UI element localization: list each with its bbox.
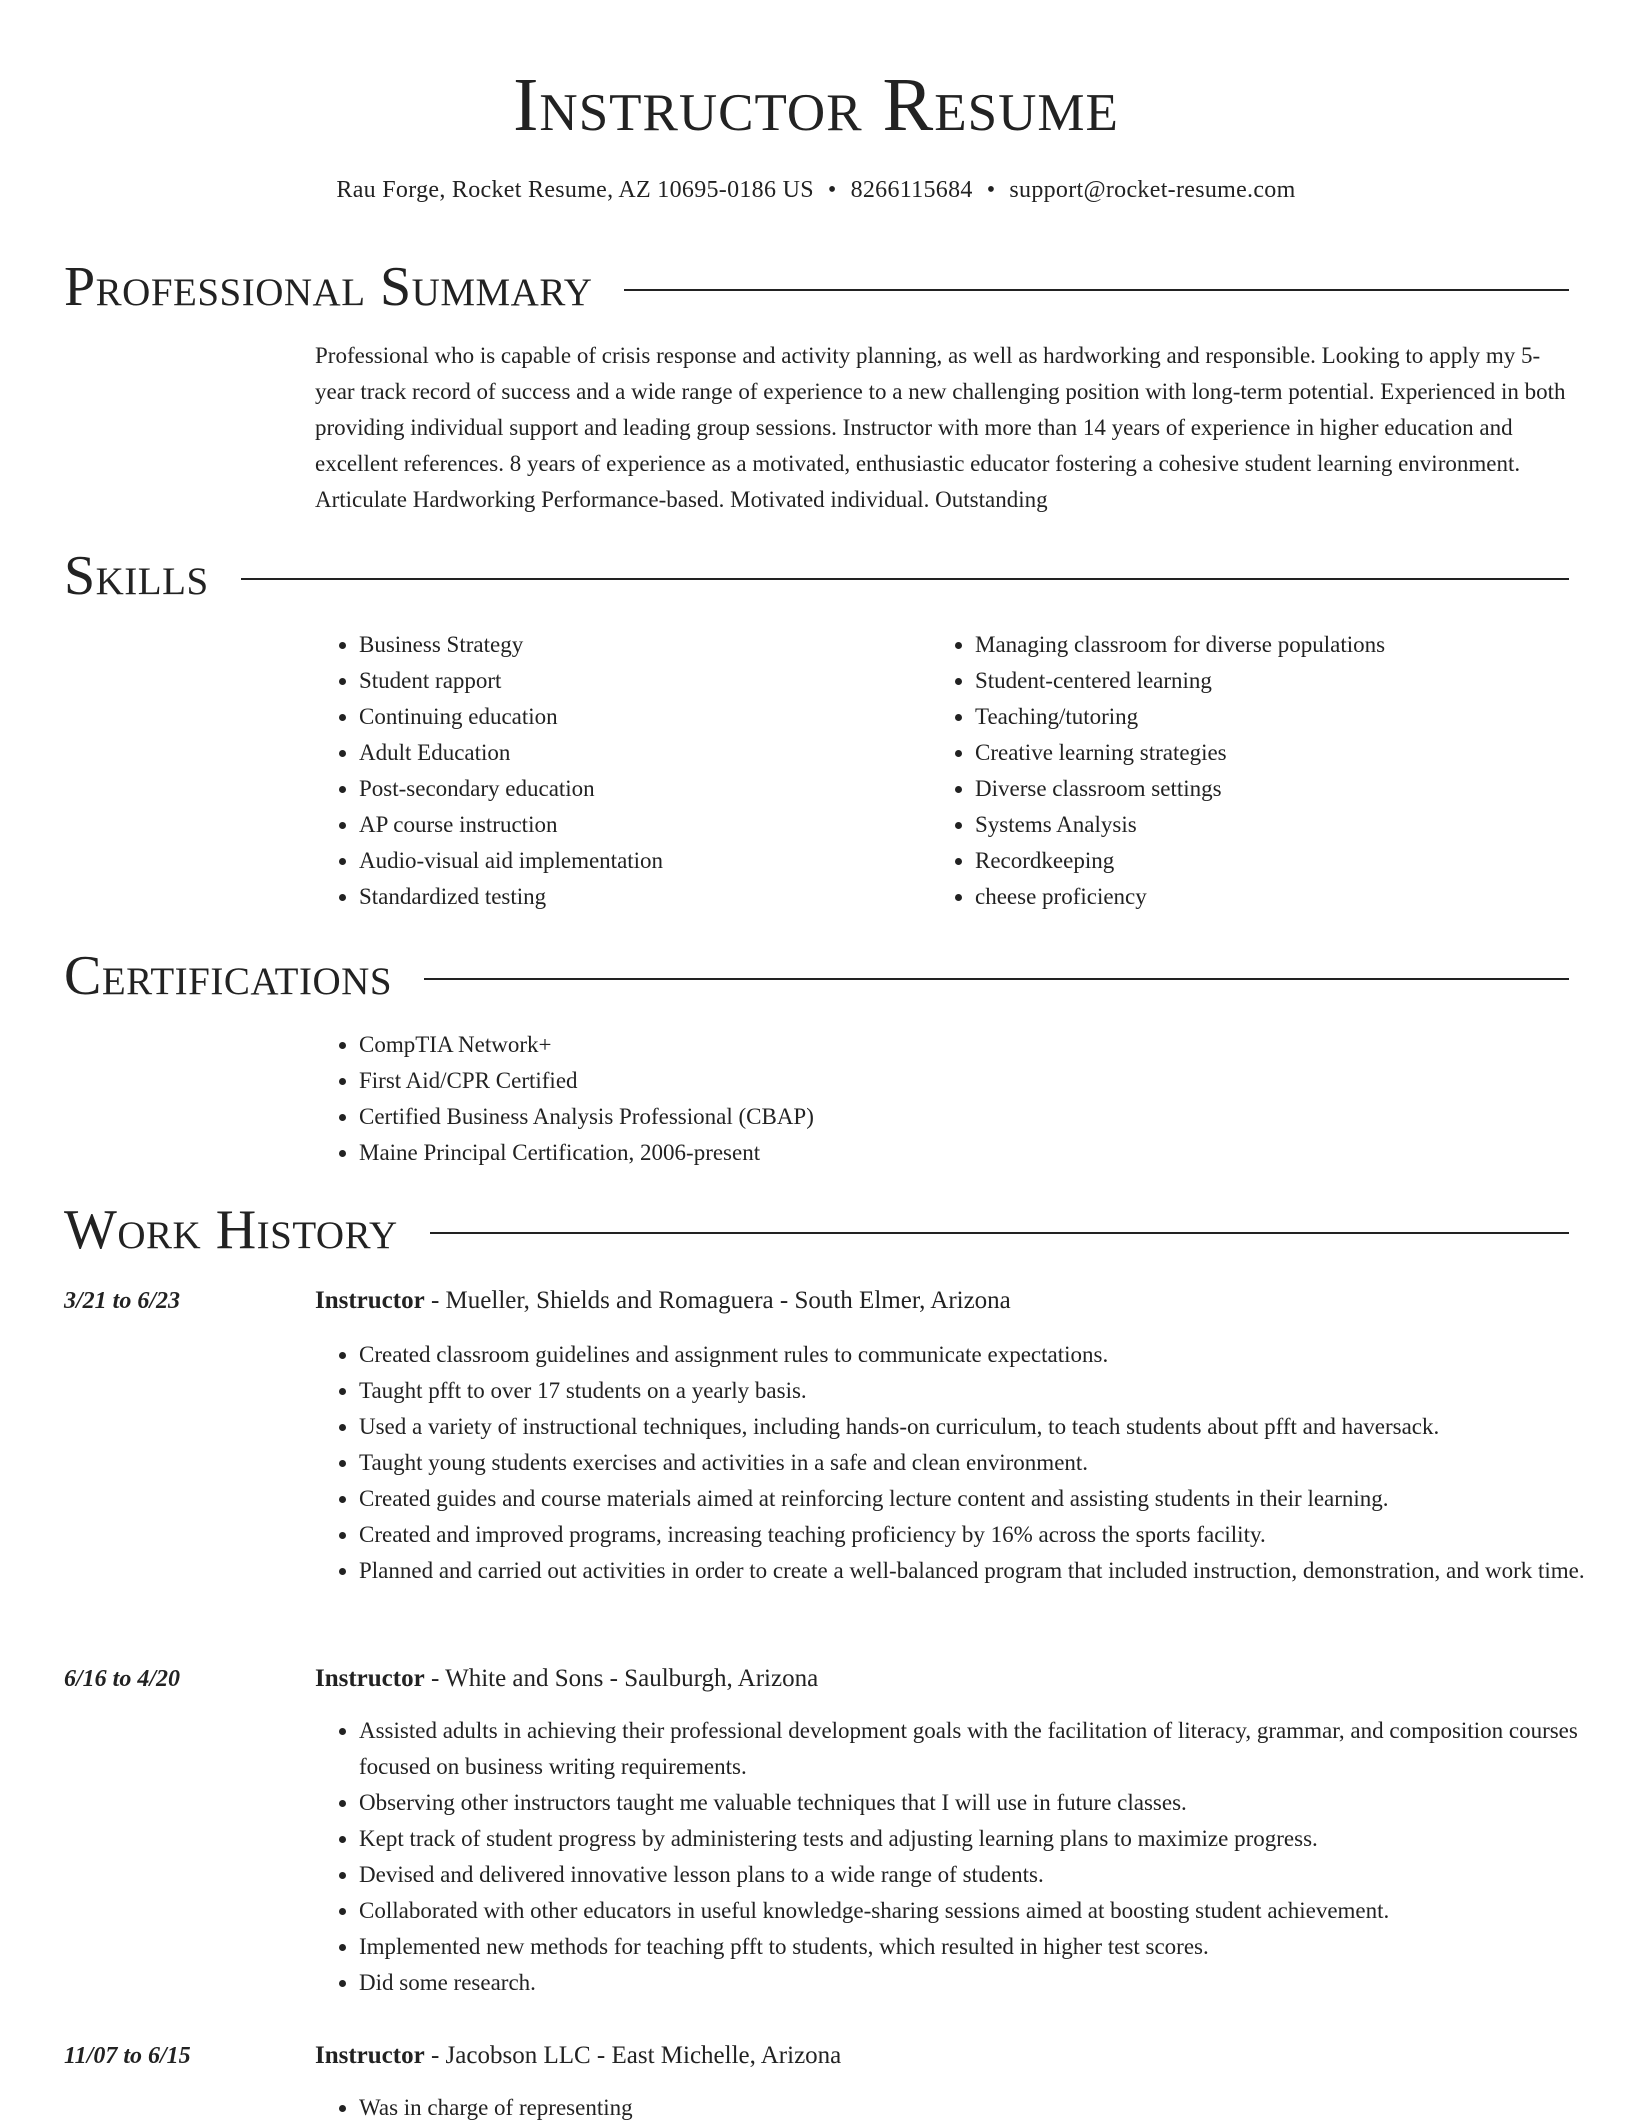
certifications-section-header xyxy=(64,943,1569,1009)
skill-item: • AP course instruction xyxy=(359,807,959,843)
skill-item: • Adult Education xyxy=(359,735,959,771)
job-details: - White and Sons - Saulburgh, Arizona xyxy=(424,1665,819,1692)
job-bullet: • Taught pfft to over 17 students on a yearly basis. xyxy=(359,1373,1613,1409)
job-bullet: • Created classroom guidelines and assignment rules to communicate expectations. xyxy=(359,1337,1613,1373)
skill-item: • Student-centered learning xyxy=(975,663,1615,699)
job-dates: 11/07 to 6/15 xyxy=(64,2043,191,2069)
contact-separator: • xyxy=(986,177,996,203)
job-dates: 6/16 to 4/20 xyxy=(64,1666,181,1692)
job-title: Instructor xyxy=(315,2042,425,2069)
job-bullet: • Created and improved programs, increasing teaching proficiency by 16% across the sports facility. xyxy=(359,1517,1613,1553)
job-details: - Jacobson LLC - East Michelle, Arizona xyxy=(424,2042,842,2069)
job-bullet: • Devised and delivered innovative lesson plans to a wide range of students. xyxy=(359,1857,1613,1893)
job-bullet: • Taught young students exercises and activities in a safe and clean environment. xyxy=(359,1445,1613,1481)
skill-item: • Teaching/tutoring xyxy=(975,699,1615,735)
section-divider xyxy=(430,1232,1569,1234)
certifications-heading: Certifications xyxy=(64,945,393,1007)
skill-item: • Business Strategy xyxy=(359,627,959,663)
contact-phone: 8266115684 xyxy=(850,177,973,203)
job-bullet: • Did some research. xyxy=(359,1965,1613,2001)
skill-item: • Standardized testing xyxy=(359,879,959,915)
job-header xyxy=(315,1662,1569,1696)
skill-item: • Continuing education xyxy=(359,699,959,735)
job-header xyxy=(315,2039,1569,2073)
skills-list-right xyxy=(931,627,1615,915)
skill-item: • Recordkeeping xyxy=(975,843,1615,879)
resume-title: Instructor Resume xyxy=(513,63,1119,147)
job-bullet: • Implemented new methods for teaching pfft to students, which resulted in higher test scores. xyxy=(359,1929,1613,1965)
job-title: Instructor xyxy=(315,1287,425,1314)
summary-heading: Professional Summary xyxy=(64,256,593,318)
skills-list-left xyxy=(315,627,959,915)
certification-item: • Certified Business Analysis Professional (CBAP) xyxy=(359,1099,1613,1135)
job-bullet: • Observing other instructors taught me valuable techniques that I will use in future classes. xyxy=(359,1785,1613,1821)
job-title: Instructor xyxy=(315,1665,425,1692)
contact-separator: • xyxy=(827,177,837,203)
job-bullet: • Kept track of student progress by administering tests and adjusting learning plans to maximize progress. xyxy=(359,1821,1613,1857)
contact-line xyxy=(0,174,1632,206)
job-dates: 3/21 to 6/23 xyxy=(64,1288,181,1314)
certification-item: • CompTIA Network+ xyxy=(359,1027,1613,1063)
summary-text: Professional who is capable of crisis response and activity planning, as well as hardworking and responsible. Looking to apply my 5-year track record of success and a wide range of experience to a new challenging position with long-term potential. Experienced in both providing individual support and leading group sessions. Instructor with more than 14 years of experience in higher education and excellent references. 8 years of experience as a motivated, enthusiastic educator fostering a cohesive student learning environment. Articulate Hardworking Performance-based. Motivated individual. Outstanding xyxy=(315,343,1566,512)
certification-item: • First Aid/CPR Certified xyxy=(359,1063,1613,1099)
job-bullet: • Collaborated with other educators in useful knowledge-sharing sessions aimed at boosting student achievement. xyxy=(359,1893,1613,1929)
job-bullet: • Planned and carried out activities in order to create a well-balanced program that included instruction, demonstration, and work time. xyxy=(359,1553,1613,1589)
job-header xyxy=(315,1284,1569,1318)
job-bullet: • Used a variety of instructional techniques, including hands-on curriculum, to teach students about pfft and haversack. xyxy=(359,1409,1613,1445)
skill-item: • Managing classroom for diverse populations xyxy=(975,627,1615,663)
certification-item: • Maine Principal Certification, 2006-present xyxy=(359,1135,1613,1171)
section-divider xyxy=(424,978,1569,980)
skill-item: • Student rapport xyxy=(359,663,959,699)
job-bullet: • Assisted adults in achieving their professional development goals with the facilitation of literacy, grammar, and composition courses focused on business writing requirements. xyxy=(359,1713,1613,1785)
skill-item: • cheese proficiency xyxy=(975,879,1615,915)
skill-item: • Post-secondary education xyxy=(359,771,959,807)
job-bullet: • Created guides and course materials aimed at reinforcing lecture content and assisting students in their learning. xyxy=(359,1481,1613,1517)
job-bullets xyxy=(315,1337,1613,1589)
certifications-list xyxy=(315,1027,1613,1171)
skill-item: • Systems Analysis xyxy=(975,807,1615,843)
job-bullets xyxy=(315,2090,1613,2126)
skills-section-header xyxy=(64,543,1569,609)
section-divider xyxy=(241,578,1569,580)
section-divider xyxy=(624,289,1569,291)
job-bullet: • Was in charge of representing xyxy=(359,2090,1613,2126)
summary-section-header xyxy=(64,254,1569,320)
job-bullets xyxy=(315,1713,1613,2001)
work-history-section-header xyxy=(64,1197,1569,1263)
skill-item: • Creative learning strategies xyxy=(975,735,1615,771)
skills-heading: Skills xyxy=(64,545,209,607)
contact-email: support@rocket-resume.com xyxy=(1009,177,1296,203)
skill-item: • Diverse classroom settings xyxy=(975,771,1615,807)
work-history-heading: Work History xyxy=(64,1199,398,1261)
job-details: - Mueller, Shields and Romaguera - South Elmer, Arizona xyxy=(424,1287,1011,1314)
skill-item: • Audio-visual aid implementation xyxy=(359,843,959,879)
contact-address: Rau Forge, Rocket Resume, AZ 10695-0186 US xyxy=(336,177,814,203)
